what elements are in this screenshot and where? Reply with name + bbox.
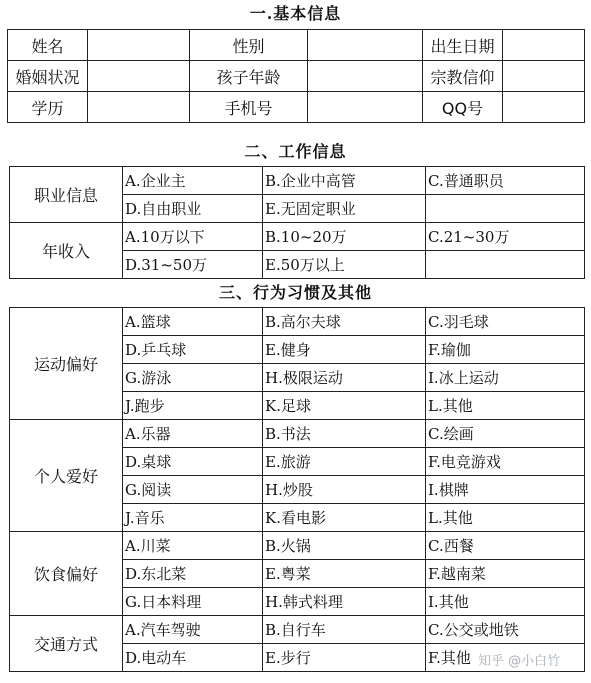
option-cell: [426, 195, 585, 223]
option-cell[interactable]: E.50万以上: [263, 251, 426, 279]
table-row: [10, 532, 585, 560]
form-field[interactable]: [308, 92, 423, 123]
option-cell[interactable]: E.健身: [263, 336, 426, 364]
option-cell[interactable]: G.日本料理: [123, 588, 263, 616]
option-cell[interactable]: I.冰上运动: [426, 364, 585, 392]
option-cell[interactable]: L.其他: [426, 392, 585, 420]
form-field[interactable]: [503, 61, 585, 92]
field-label: 孩子年龄: [190, 61, 308, 92]
option-cell[interactable]: E.粤菜: [263, 560, 426, 588]
habits-table: [9, 307, 585, 672]
option-cell[interactable]: A.乐器: [123, 420, 263, 448]
field-label: 出生日期: [423, 30, 503, 61]
option-cell[interactable]: G.游泳: [123, 364, 263, 392]
category-label: 年收入: [10, 223, 123, 279]
field-label: 姓名: [8, 30, 88, 61]
form-field[interactable]: [308, 61, 423, 92]
option-cell[interactable]: A.汽车驾驶: [123, 616, 263, 644]
form-field[interactable]: [503, 30, 585, 61]
form-field[interactable]: [503, 92, 585, 123]
option-cell[interactable]: D.乒乓球: [123, 336, 263, 364]
option-cell[interactable]: F.越南菜: [426, 560, 585, 588]
option-cell[interactable]: H.韩式料理: [263, 588, 426, 616]
option-cell[interactable]: B.10~20万: [263, 223, 426, 251]
form-field[interactable]: [88, 61, 190, 92]
option-cell[interactable]: B.火锅: [263, 532, 426, 560]
table-row: [8, 92, 585, 123]
option-cell[interactable]: D.东北菜: [123, 560, 263, 588]
option-cell[interactable]: G.阅读: [123, 476, 263, 504]
option-cell[interactable]: I.棋牌: [426, 476, 585, 504]
option-cell[interactable]: F.瑜伽: [426, 336, 585, 364]
table-row: [10, 616, 585, 644]
section-title-basic-info: 一.基本信息: [249, 4, 342, 23]
option-cell: [426, 251, 585, 279]
form-field[interactable]: [88, 30, 190, 61]
option-cell[interactable]: K.足球: [263, 392, 426, 420]
option-cell[interactable]: E.旅游: [263, 448, 426, 476]
watermark: 知乎 @小白竹: [478, 654, 561, 669]
basic-info-table: [7, 29, 585, 123]
option-cell[interactable]: E.无固定职业: [263, 195, 426, 223]
field-label: 学历: [8, 92, 88, 123]
table-row: [10, 223, 585, 251]
option-cell[interactable]: B.企业中高管: [263, 167, 426, 195]
option-cell[interactable]: J.跑步: [123, 392, 263, 420]
option-cell[interactable]: A.篮球: [123, 308, 263, 336]
category-label: 交通方式: [10, 616, 123, 672]
option-cell[interactable]: A.10万以下: [123, 223, 263, 251]
option-cell[interactable]: B.自行车: [263, 616, 426, 644]
option-cell[interactable]: C.公交或地铁: [426, 616, 585, 644]
field-label: 婚姻状况: [8, 61, 88, 92]
section-title-work-info: 二、工作信息: [244, 142, 347, 161]
option-cell[interactable]: D.桌球: [123, 448, 263, 476]
option-cell[interactable]: D.自由职业: [123, 195, 263, 223]
work-info-table: [9, 166, 585, 279]
table-row: [10, 420, 585, 448]
form-field[interactable]: [88, 92, 190, 123]
table-row: [10, 167, 585, 195]
option-cell[interactable]: C.21~30万: [426, 223, 585, 251]
field-label: 手机号: [190, 92, 308, 123]
table-row: [8, 30, 585, 61]
option-cell[interactable]: F.其他: [426, 644, 585, 672]
option-cell[interactable]: C.绘画: [426, 420, 585, 448]
category-label: 运动偏好: [10, 308, 123, 420]
option-cell[interactable]: D.电动车: [123, 644, 263, 672]
option-cell[interactable]: K.看电影: [263, 504, 426, 532]
category-label: 饮食偏好: [10, 532, 123, 616]
option-cell[interactable]: C.普通职员: [426, 167, 585, 195]
option-cell[interactable]: I.其他: [426, 588, 585, 616]
option-cell[interactable]: D.31~50万: [123, 251, 263, 279]
option-cell[interactable]: A.川菜: [123, 532, 263, 560]
option-cell[interactable]: B.书法: [263, 420, 426, 448]
option-cell[interactable]: J.音乐: [123, 504, 263, 532]
section-title-habits: 三、行为习惯及其他: [218, 283, 372, 302]
field-label: 性别: [190, 30, 308, 61]
option-cell[interactable]: H.炒股: [263, 476, 426, 504]
category-label: 职业信息: [10, 167, 123, 223]
option-cell[interactable]: C.西餐: [426, 532, 585, 560]
option-cell[interactable]: A.企业主: [123, 167, 263, 195]
form-field[interactable]: [308, 30, 423, 61]
field-label: QQ号: [423, 92, 503, 123]
option-cell[interactable]: B.高尔夫球: [263, 308, 426, 336]
option-cell[interactable]: E.步行: [263, 644, 426, 672]
category-label: 个人爱好: [10, 420, 123, 532]
option-cell[interactable]: H.极限运动: [263, 364, 426, 392]
option-cell[interactable]: L.其他: [426, 504, 585, 532]
table-row: [10, 308, 585, 336]
table-row: [8, 61, 585, 92]
option-cell[interactable]: C.羽毛球: [426, 308, 585, 336]
option-cell[interactable]: F.电竞游戏: [426, 448, 585, 476]
field-label: 宗教信仰: [423, 61, 503, 92]
